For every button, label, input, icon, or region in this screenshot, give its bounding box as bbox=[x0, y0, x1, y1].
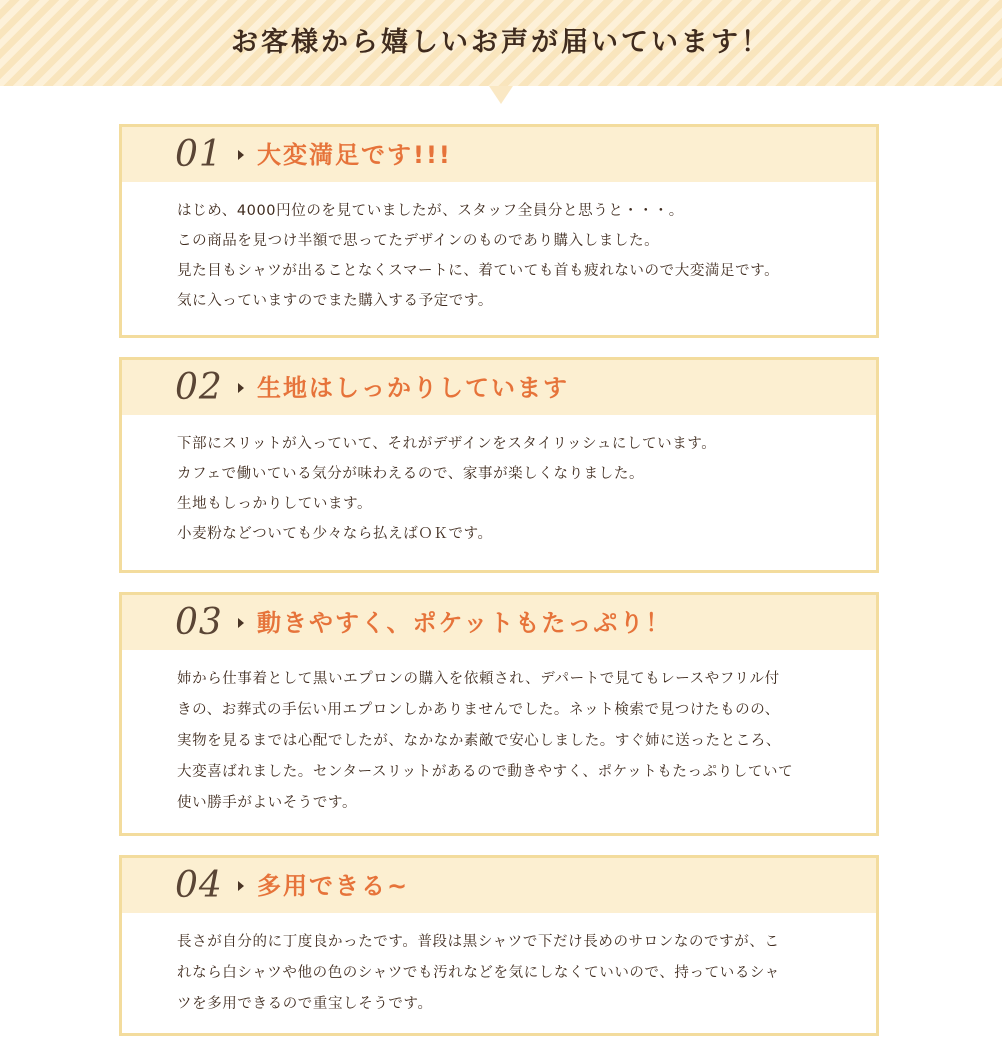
review-card bbox=[119, 124, 879, 338]
review-number: 01 bbox=[175, 134, 223, 175]
review-text-line: カフェで働いている気分が味わえるので、家事が楽しくなりました。 bbox=[177, 466, 645, 482]
review-text-line: 長さが自分的に丁度良かったです。普段は黒シャツで下だけ長めのサロンなのですが、こ bbox=[177, 934, 780, 950]
page-title: お客様から嬉しいお声が届いています！ bbox=[231, 27, 771, 58]
review-text-line: 気に入っていますのでまた購入する予定です。 bbox=[177, 293, 493, 309]
review-header bbox=[122, 127, 876, 182]
review-text-line: 大変喜ばれました。センタースリットがあるので動きやすく、ポケットもたっぷりしていて bbox=[177, 764, 794, 780]
review-text-line: 小麦粉などついても少々なら払えばＯＫです。 bbox=[177, 526, 493, 542]
header-pointer bbox=[489, 86, 513, 104]
review-text-line: この商品を見つけ半額で思ってたデザインのものであり購入しました。 bbox=[177, 233, 660, 249]
review-body bbox=[122, 650, 876, 819]
review-text-line: れなら白シャツや他の色のシャツでも汚れなどを気にしなくていいので、持っているシャ bbox=[177, 965, 780, 981]
caret-right-icon bbox=[238, 618, 244, 628]
caret-right-icon bbox=[238, 383, 244, 393]
review-number: 02 bbox=[175, 367, 223, 408]
review-text-line: 見た目もシャツが出ることなくスマートに、着ていても首も疲れないので大変満足です。 bbox=[177, 263, 780, 279]
review-text-line: 生地もしっかりしています。 bbox=[177, 496, 373, 512]
review-header bbox=[122, 595, 876, 650]
review-title: 多用できる~ bbox=[257, 872, 410, 900]
review-text-line: はじめ、4000円位のを見ていましたが、スタッフ全員分と思うと・・・。 bbox=[177, 203, 684, 219]
caret-right-icon bbox=[238, 150, 244, 160]
review-title: 大変満足です!!! bbox=[257, 141, 452, 169]
review-header bbox=[122, 360, 876, 415]
review-card bbox=[119, 592, 879, 836]
review-text-line: 姉から仕事着として黒いエプロンの購入を依頼され、デパートで見てもレースやフリル付 bbox=[177, 671, 780, 687]
caret-right-icon bbox=[238, 881, 244, 891]
review-number: 04 bbox=[175, 865, 223, 906]
review-text-line: きの、お葬式の手伝い用エプロンしかありませんでした。ネット検索で見つけたものの、 bbox=[177, 702, 780, 718]
review-body bbox=[122, 415, 876, 549]
header-banner bbox=[0, 0, 1002, 86]
review-text-line: 使い勝手がよいそうです。 bbox=[177, 795, 358, 811]
review-text-line: ツを多用できるので重宝しそうです。 bbox=[177, 996, 433, 1012]
review-header bbox=[122, 858, 876, 913]
review-title: 動きやすく、ポケットもたっぷり！ bbox=[257, 609, 672, 637]
review-body bbox=[122, 182, 876, 316]
review-title: 生地はしっかりしています bbox=[257, 374, 569, 402]
review-card bbox=[119, 357, 879, 573]
review-body bbox=[122, 913, 876, 1020]
review-card bbox=[119, 855, 879, 1036]
review-text-line: 下部にスリットが入っていて、それがデザインをスタイリッシュにしています。 bbox=[177, 436, 717, 452]
review-text-line: 実物を見るまでは心配でしたが、なかなか素敵で安心しました。すぐ姉に送ったところ、 bbox=[177, 733, 781, 749]
review-number: 03 bbox=[175, 602, 223, 643]
